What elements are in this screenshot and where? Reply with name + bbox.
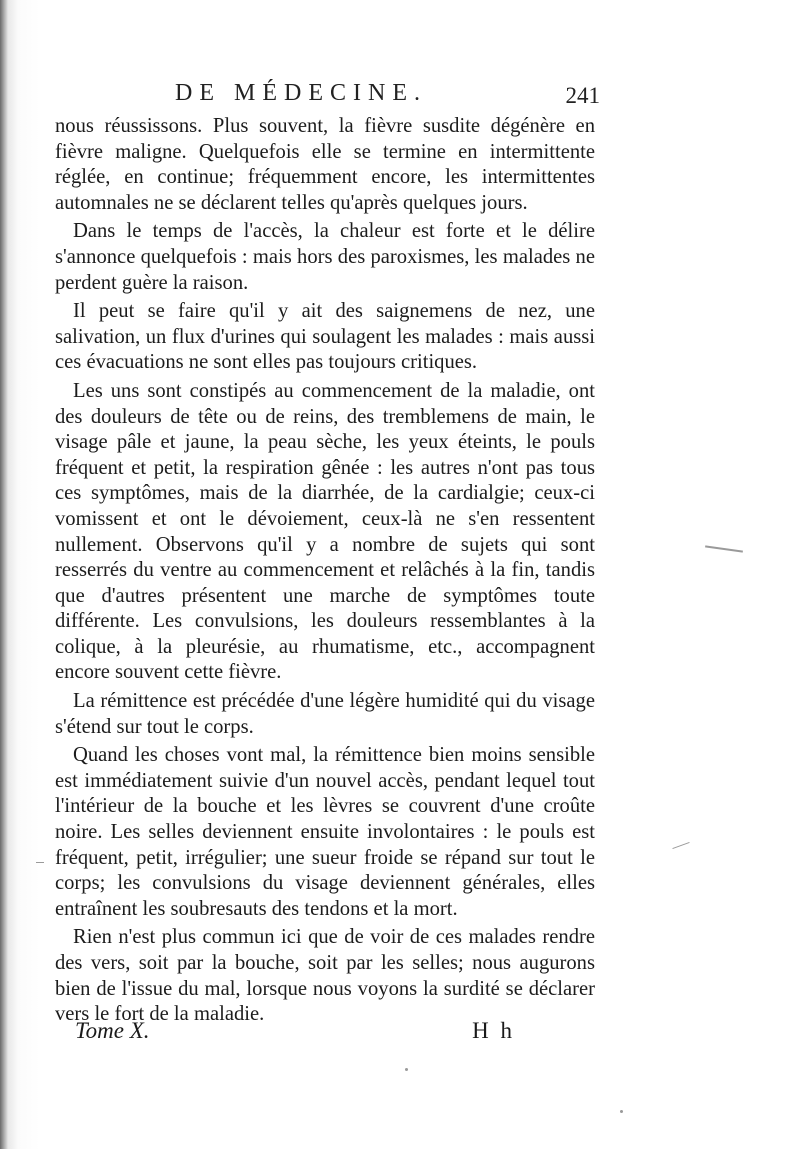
page-number: 241 bbox=[565, 83, 600, 108]
body-text bbox=[55, 114, 595, 1028]
volume-label: Tome X. bbox=[75, 1018, 150, 1043]
page-footer bbox=[75, 1018, 515, 1050]
paragraph: nous réussissons. Plus souvent, la fièvre susdite dégénère en fièvre maligne. Quelquefois elle se termine en intermittente réglée, en continue; fréquemment encore, les intermittentes automnales ne se déclarent telles qu'après quelques jours. bbox=[55, 115, 595, 214]
paragraph: La rémittence est précédée d'une légère humidité qui du visage s'étend sur tout le corps. bbox=[55, 690, 595, 738]
paragraph: Rien n'est plus commun ici que de voir de ces malades rendre des vers, soit par la bouche, soit par les selles; nous augurons bien de l'issue du mal, lorsque nous voyons la surdité se déclarer vers le fort de la maladie. bbox=[55, 926, 595, 1026]
paragraph: Dans le temps de l'accès, la chaleur est forte et le délire s'annonce quelquefois : mais hors des paroxismes, les malades ne perdent guère la raison. bbox=[55, 220, 595, 294]
paragraph: Quand les choses vont mal, la rémittence bien moins sensible est immédiatement suivie d'un nouvel accès, pendant lequel tout l'intérieur de la bouche et les lèvres se couvrent d'une croûte noire. Les selles deviennent ensuite involontaires : le pouls est fréquent, petit, irrégulier; une sueur froide se répand sur tout le corps; les convulsions du visage deviennent générales, elles entraînent les soubresauts des tendons et la mort. bbox=[55, 744, 595, 920]
scan-speck bbox=[705, 545, 743, 552]
scan-speck bbox=[672, 842, 689, 849]
scan-speck bbox=[620, 1110, 623, 1113]
running-head-title: DE MÉDECINE. bbox=[175, 80, 427, 106]
paragraph: Les uns sont constipés au commencement de la maladie, ont des douleurs de tête ou de reins, des tremblemens de main, le visage pâle et jaune, la peau sèche, les yeux éteints, le pouls fréquent et petit, la respiration gênée : les autres n'ont pas tous ces symptômes, mais de la diarrhée, de la cardialgie; ceux-ci vomissent et ont le dévoiement, ceux-là ne s'en ressentent nullement. Observons qu'il y a nombre de sujets qui sont resserrés du ventre au commencement et relâchés à la fin, tandis que d'autres présentent une marche de symptômes toute différente. Les convulsions, les douleurs ressemblantes à la colique, à la pleurésie, au rhumatisme, etc., accompagnent encore souvent cette fièvre. bbox=[55, 379, 595, 684]
paragraph: Il peut se faire qu'il y ait des saignemens de nez, une salivation, un flux d'urines qui soulagent les malades : mais aussi ces évacuations ne sont elles pas toujours critiques. bbox=[55, 300, 595, 374]
scan-speck bbox=[405, 1068, 408, 1071]
running-head bbox=[60, 80, 600, 116]
signature-mark: H h bbox=[472, 1018, 515, 1043]
scan-speck bbox=[36, 862, 44, 863]
